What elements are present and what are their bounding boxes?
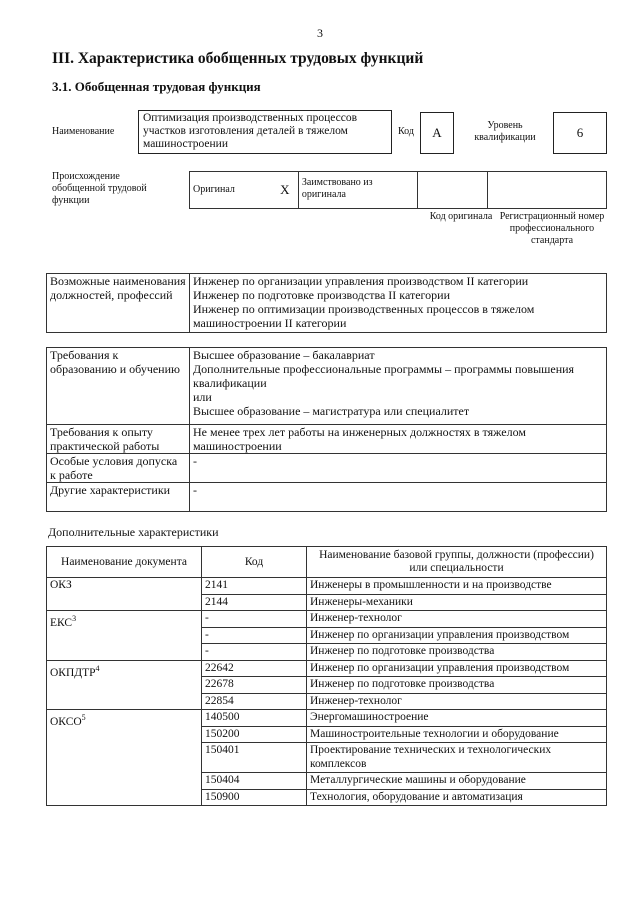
name-cell: Инженер-технолог [307,611,607,628]
requirement-label: Требования к образованию и обучению [47,348,190,425]
code-cell: 22642 [202,660,307,677]
table-row [47,578,607,595]
footnote-ref: 5 [81,713,86,722]
page-number: 3 [317,26,323,40]
original-mark: X [272,172,298,209]
doc-name: ЕКС [50,616,73,629]
code-cell: 2144 [202,594,307,611]
name-cell: Инженер по организации управления производством [307,660,607,677]
requirement-line: Дополнительные профессиональные программы – программы повышения квалификации [193,362,575,390]
requirement-line: Высшее образование – магистратура или специалитет [193,404,470,418]
requirement-value [190,348,607,425]
doc-name-cell [47,710,202,806]
name-cell: Машиностроительные технологии и оборудование [307,726,607,743]
table-row [47,660,607,677]
name-cell: Энергомашиностроение [307,710,607,727]
code-original-cell [417,172,488,209]
requirements-table [46,347,607,512]
table-row [47,611,607,628]
code-label: Код [398,126,414,137]
name-cell: Инженеры в промышленности и на производстве [307,578,607,595]
col-header-code: Код [202,547,307,578]
footnote-ref: 4 [95,663,100,673]
code-cell: 2141 [202,578,307,595]
name-cell: Технология, оборудование и автоматизация [307,789,607,806]
requirement-line: Высшее образование – бакалавриат [193,348,375,362]
level-value: 6 [553,112,607,154]
positions-table [46,273,607,333]
name-label: Наименование [52,126,115,137]
level-label: Уровень квалификации [474,120,536,143]
col-header-name: Наименование базовой группы, должности (профессии) или специальности [307,547,607,578]
name-cell: Металлургические машины и оборудование [307,773,607,790]
reg-number-cell [488,172,607,209]
code-cell: 22678 [202,677,307,694]
additional-title: Дополнительные характеристики [48,525,219,539]
code-original-label: Код оригинала [429,211,493,222]
requirement-label: Требования к опыту практической работы [47,425,190,454]
name-cell: Инженер по подготовке производства [307,644,607,661]
code-cell: 22854 [202,693,307,710]
characteristics-table [46,546,607,806]
positions-label: Возможные наименования должностей, профессий [47,274,190,333]
positions-item: Инженер по оптимизации производственных процессов в тяжелом машиностроении II категории [193,302,535,330]
doc-name-cell [47,578,202,611]
name-cell: Инженер-технолог [307,693,607,710]
col-header-doc: Наименование документа [47,547,202,578]
subsection-title: 3.1. Обобщенная трудовая функция [52,79,261,94]
requirement-label: Другие характеристики [47,483,190,512]
borrowed-label: Заимствовано из оригинала [298,172,417,209]
doc-name: ОКСО [50,715,82,728]
doc-name-cell [47,611,202,661]
positions-item: Инженер по подготовке производства II категории [193,288,450,302]
code-cell: 150401 [202,743,307,773]
footnote-ref: 3 [72,614,77,623]
doc-name-cell [47,660,202,710]
code-cell: 150404 [202,773,307,790]
requirement-value: - [190,454,607,483]
name-cell: Проектирование технических и технологических комплексов [307,743,607,773]
doc-name: ОКПДТР [50,666,96,679]
table-row [47,710,607,727]
code-value: А [420,112,454,154]
code-cell: - [202,644,307,661]
origin-table [189,171,607,209]
code-cell: - [202,611,307,628]
requirement-line: или [193,390,212,404]
positions-list [190,274,607,333]
name-cell: Инженеры-механики [307,594,607,611]
name-cell: Инженер по подготовке производства [307,677,607,694]
requirement-label: Особые условия допуска к работе [47,454,190,483]
code-cell: - [202,627,307,644]
doc-name: ОКЗ [50,579,72,591]
code-cell: 140500 [202,710,307,727]
code-cell: 150200 [202,726,307,743]
name-value: Оптимизация производственных процессов участков изготовления деталей в тяжелом машиностроении [138,110,392,154]
original-label: Оригинал [190,172,272,209]
name-cell: Инженер по организации управления производством [307,627,607,644]
requirement-value: - [190,483,607,512]
code-cell: 150900 [202,789,307,806]
origin-label: Происхождение обобщенной трудовой функции [52,171,147,206]
section-title: III. Характеристика обобщенных трудовых функций [52,50,424,67]
positions-item: Инженер по организации управления производством II категории [193,274,529,288]
reg-number-label: Регистрационный номер профессионального стандарта [499,211,605,246]
requirement-value: Не менее трех лет работы на инженерных должностях в тяжелом машиностроении [190,425,607,454]
